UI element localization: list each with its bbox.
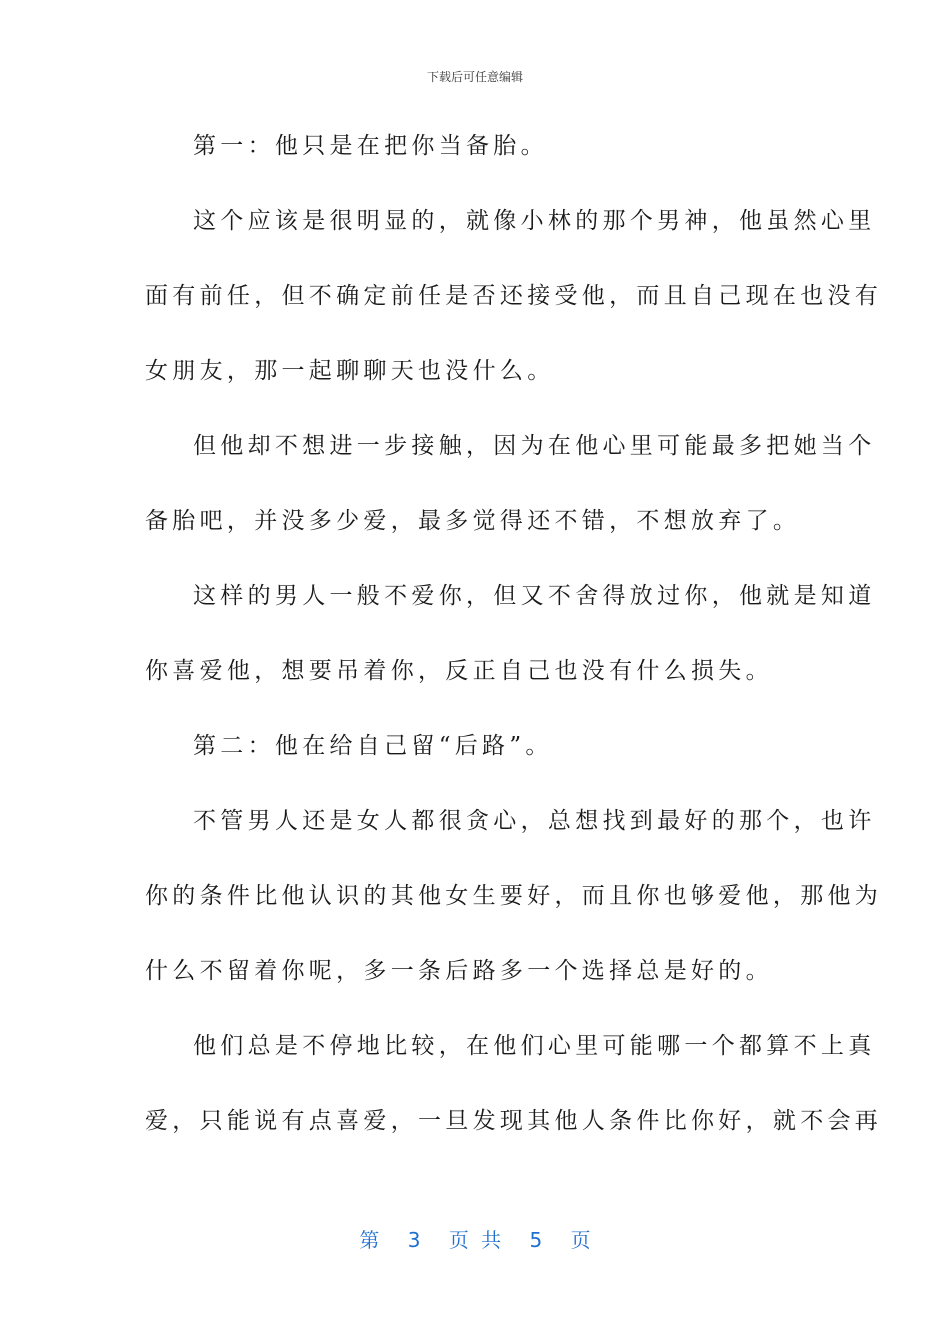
- text-line: 你喜爱他，想要吊着你，反正自己也没有什么损失。: [145, 658, 773, 684]
- text-line: 爱，只能说有点喜爱，一旦发现其他人条件比你好，就不会再: [145, 1108, 883, 1134]
- text-line: 他们总是不停地比较，在他们心里可能哪一个都算不上真: [193, 1033, 876, 1059]
- text-line: 第二：他在给自己留“后路”。: [193, 733, 553, 759]
- footer-total-suffix: 页: [570, 1228, 591, 1252]
- text-line: 什么不留着你呢，多一条后路多一个选择总是好的。: [145, 958, 773, 984]
- footer-total-pages: 5: [529, 1228, 543, 1252]
- text-line: 这样的男人一般不爱你，但又不舍得放过你，他就是知道: [193, 583, 876, 609]
- text-line: 你的条件比他认识的其他女生要好，而且你也够爱他，那他为: [145, 883, 883, 909]
- text-line: 不管男人还是女人都很贪心，总想找到最好的那个，也许: [193, 808, 876, 834]
- text-line: 但他却不想进一步接触，因为在他心里可能最多把她当个: [193, 433, 876, 459]
- footer-page-label: 第: [359, 1228, 380, 1252]
- footer-current-page: 3: [407, 1228, 421, 1252]
- document-body: [145, 122, 883, 1172]
- footer-total-prefix: 页 共: [448, 1228, 502, 1252]
- text-line: 第一：他只是在把你当备胎。: [193, 133, 548, 159]
- text-line: 面有前任，但不确定前任是否还接受他，而且自己现在也没有: [145, 283, 883, 309]
- text-line: 女朋友，那一起聊聊天也没什么。: [145, 358, 555, 384]
- page-footer: [0, 1224, 950, 1253]
- text-line: 备胎吧，并没多少爱，最多觉得还不错，不想放弃了。: [145, 508, 801, 534]
- text-line: 这个应该是很明显的，就像小林的那个男神，他虽然心里: [193, 208, 876, 234]
- header-note: 下载后可任意编辑: [426, 70, 523, 84]
